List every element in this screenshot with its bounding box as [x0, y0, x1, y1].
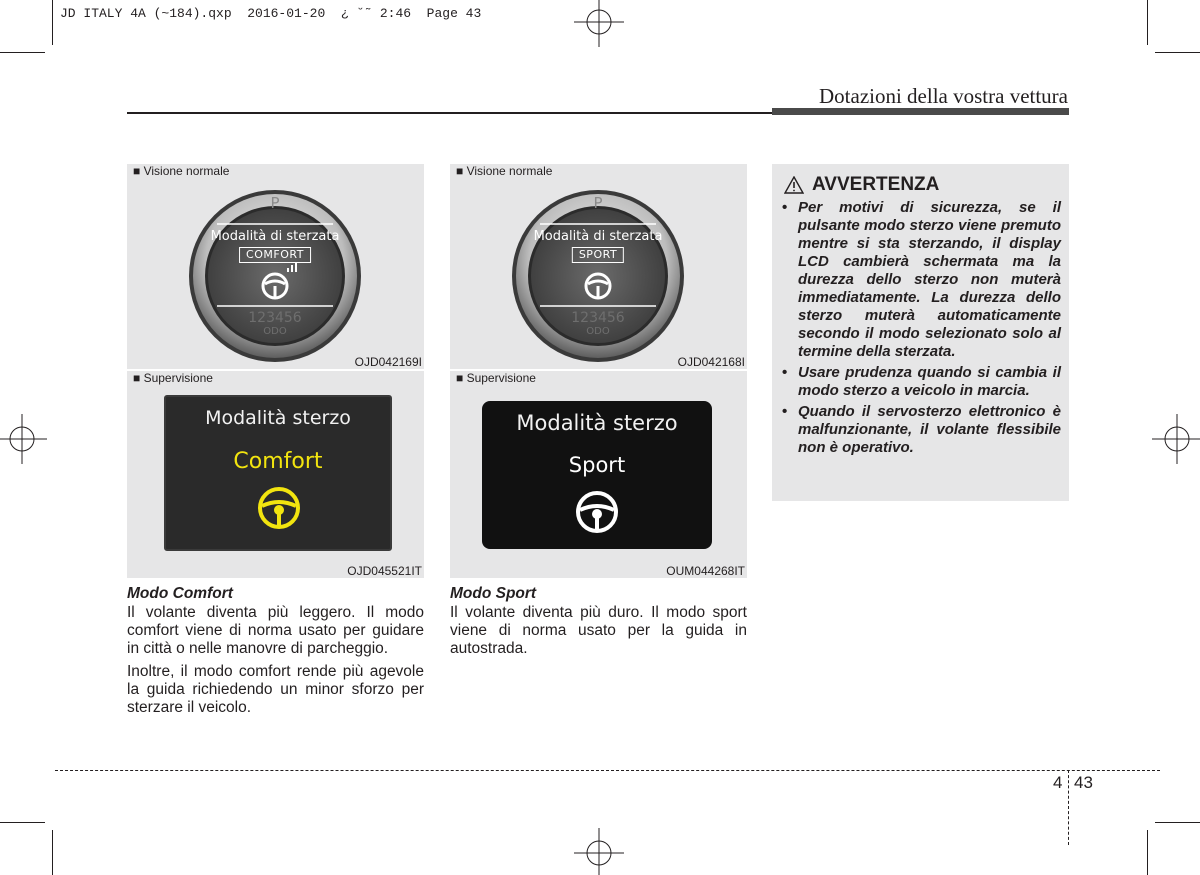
- figure-caption: ■ Visione normale: [133, 164, 230, 178]
- page-number: 43: [1074, 773, 1093, 792]
- warning-heading: [784, 174, 939, 196]
- comfort-paragraph: Inoltre, il modo comfort rende più agevole la guida richiedendo un minor sforzo per sterzare il veicolo.: [127, 663, 424, 716]
- lcd-title: Modalità sterzo: [205, 407, 351, 429]
- warning-item: • Per motivi di sicurezza, se il pulsante modo sterzo viene premuto mentre si sta sterzando, il display LCD cambierà schermata ma la durezza dello sterzo non muterà immediatamente. La durezza dello sterzo muterà automaticamente secondo il modo selezionato solo al termine della sterzata.: [782, 199, 1061, 361]
- print-slug: JD ITALY 4A (~184).qxp 2016-01-20 ¿ ˘˜ 2:46 Page 43: [60, 6, 482, 21]
- figure-supervision-sport: [450, 371, 747, 578]
- warning-title: AVVERTENZA: [812, 174, 940, 195]
- sport-mode-text: [450, 585, 747, 663]
- footer-rule: [55, 770, 1160, 771]
- registration-mark-icon: [574, 0, 624, 47]
- figure-normal-comfort: [127, 164, 424, 369]
- warning-list: [782, 199, 1061, 460]
- gauge-mode-label: Modalità di sterzata: [533, 229, 663, 244]
- figure-code: OJD042168I: [677, 355, 745, 369]
- registration-mark-icon: [1152, 414, 1200, 464]
- comfort-mode-text: [127, 585, 424, 722]
- lcd-title: Modalità sterzo: [516, 411, 678, 435]
- header-rule-accent: [772, 108, 1069, 115]
- figure-code: OJD045521IT: [347, 564, 422, 578]
- crop-mark: [52, 0, 53, 45]
- figure-caption: ■ Supervisione: [456, 371, 536, 385]
- gauge-odometer: 123456: [571, 310, 625, 326]
- registration-mark-icon: [574, 828, 624, 875]
- comfort-subhead: Modo Comfort: [127, 585, 233, 602]
- figure-caption: ■ Supervisione: [133, 371, 213, 385]
- crop-mark: [0, 822, 45, 823]
- gauge-odometer: 123456: [248, 310, 302, 326]
- header-rule: [127, 112, 772, 114]
- gauge-mode-badge: SPORT: [572, 247, 624, 263]
- figure-supervision-comfort: [127, 371, 424, 578]
- sport-subhead: Modo Sport: [450, 585, 537, 602]
- lcd-mode: Comfort: [233, 449, 323, 474]
- chapter-number: 4: [1053, 773, 1063, 792]
- figure-code: OUM044268IT: [666, 564, 745, 578]
- lcd-mode: Sport: [568, 453, 626, 477]
- crop-mark: [52, 830, 53, 875]
- warning-item: • Usare prudenza quando si cambia il modo sterzo a veicolo in marcia.: [782, 364, 1061, 400]
- section-title: Dotazioni della vostra vettura: [819, 84, 1068, 108]
- crop-mark: [1155, 822, 1200, 823]
- lcd-display: [164, 395, 392, 551]
- comfort-paragraph: Il volante diventa più leggero. Il modo comfort viene di norma usato per guidare in città o nelle manovre di parcheggio.: [127, 604, 424, 657]
- footer-divider: [1068, 770, 1069, 845]
- warning-triangle-icon: [784, 176, 804, 194]
- lcd-display: [482, 401, 712, 549]
- gauge-mode-label: Modalità di sterzata: [210, 229, 340, 244]
- warning-box: [772, 164, 1069, 501]
- cluster-gauge: [187, 188, 363, 364]
- cluster-gauge: [510, 188, 686, 364]
- gauge-gear-indicator: P: [593, 194, 603, 212]
- figure-caption: ■ Visione normale: [456, 164, 553, 178]
- warning-item: • Quando il servosterzo elettronico è malfunzionante, il volante flessibile non è operativo.: [782, 403, 1061, 457]
- sport-paragraph: Il volante diventa più duro. Il modo sport viene di norma usato per la guida in autostrada.: [450, 604, 747, 657]
- crop-mark: [1155, 52, 1200, 53]
- figure-code: OJD042169I: [354, 355, 422, 369]
- gauge-odo-label: ODO: [586, 326, 610, 337]
- crop-mark: [1147, 830, 1148, 875]
- crop-mark: [1147, 0, 1148, 45]
- steering-wheel-icon: [256, 485, 302, 531]
- gauge-mode-badge: COMFORT: [239, 247, 311, 263]
- gauge-dial-icon: [187, 188, 363, 364]
- gauge-odo-label: ODO: [263, 326, 287, 337]
- steering-wheel-icon: [574, 489, 620, 535]
- figure-normal-sport: [450, 164, 747, 369]
- gauge-gear-indicator: P: [270, 194, 280, 212]
- registration-mark-icon: [0, 414, 47, 464]
- gauge-dial-icon: [510, 188, 686, 364]
- crop-mark: [0, 52, 45, 53]
